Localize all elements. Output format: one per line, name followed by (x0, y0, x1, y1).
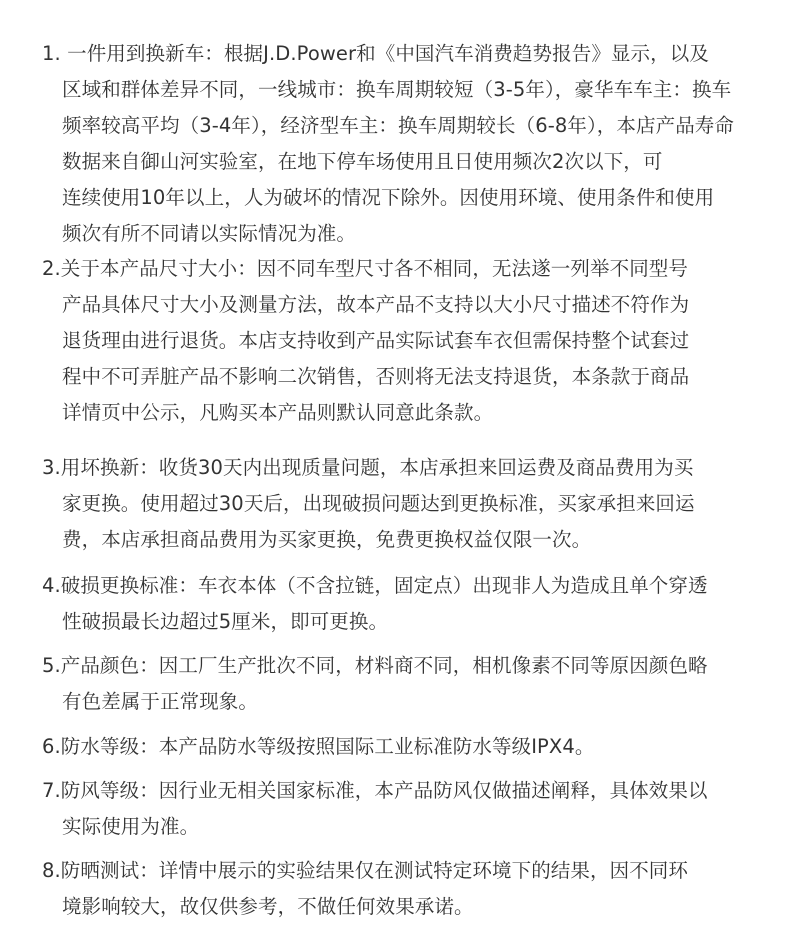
clause-4-damage-standard (42, 568, 750, 640)
clause-8-sun-test (42, 853, 750, 925)
clause-3-replacement (42, 450, 750, 558)
clause-line: 详情页中公示，凡购买本产品则默认同意此条款。 (62, 401, 494, 424)
clause-line: 费，本店承担商品费用为买家更换，免费更换权益仅限一次。 (62, 528, 592, 551)
clause-line: 境影响较大，故仅供参考，不做任何效果承诺。 (62, 895, 474, 918)
clause-line: 频次有所不同请以实际情况为准。 (62, 222, 357, 245)
clause-7-windproof (42, 773, 750, 845)
clause-line: 性破损最长边超过5厘米，即可更换。 (62, 610, 389, 633)
clause-line: 7.防风等级：因行业无相关国家标准，本产品防风仅做描述阐释，具体效果以 (42, 779, 708, 802)
clause-line: 有色差属于正常现象。 (62, 690, 259, 713)
clause-line: 家更换。使用超过30天后，出现破损问题达到更换标准，买家承担来回运 (62, 492, 695, 515)
clause-line: 6.防水等级：本产品防水等级按照国际工业标准防水等级IPX4。 (42, 735, 595, 758)
clause-line: 4.破损更换标准：车衣本体（不含拉链，固定点）出现非人为造成且单个穿透 (42, 574, 708, 597)
clause-line: 退货理由进行退货。本店支持收到产品实际试套车衣但需保持整个试套过 (62, 329, 690, 352)
clause-line: 产品具体尺寸大小及测量方法，故本产品不支持以大小尺寸描述不符作为 (62, 293, 690, 316)
clause-line: 数据来自御山河实验室，在地下停车场使用且日使用频次2次以下，可 (62, 150, 663, 173)
clause-line: 3.用坏换新：收货30天内出现质量问题，本店承担来回运费及商品费用为买 (42, 456, 694, 479)
clause-line: 实际使用为准。 (62, 815, 200, 838)
clause-line: 5.产品颜色：因工厂生产批次不同，材料商不同，相机像素不同等原因颜色略 (42, 654, 708, 677)
clause-line: 程中不可弄脏产品不影响二次销售，否则将无法支持退货，本条款于商品 (62, 365, 690, 388)
clause-5-color (42, 648, 750, 720)
clause-6-waterproof (42, 729, 750, 765)
clause-line: 区域和群体差异不同，一线城市：换车周期较短（3-5年），豪华车车主：换车 (62, 78, 732, 101)
clause-line: 连续使用10年以上，人为破坏的情况下除外。因使用环境、使用条件和使用 (62, 186, 715, 209)
clause-1-lifespan (42, 36, 750, 252)
clause-line: 频率较高平均（3-4年），经济型车主：换车周期较长（6-8年），本店产品寿命 (62, 114, 734, 137)
clause-line: 2.关于本产品尺寸大小：因不同车型尺寸各不相同，无法遂一列举不同型号 (42, 257, 689, 280)
clause-line: 1. 一件用到换新车：根据J.D.Power和《中国汽车消费趋势报告》显示，以及 (42, 42, 709, 65)
clause-2-size (42, 251, 750, 431)
clause-line: 8.防晒测试：详情中展示的实验结果仅在测试特定环境下的结果，因不同环 (42, 859, 689, 882)
